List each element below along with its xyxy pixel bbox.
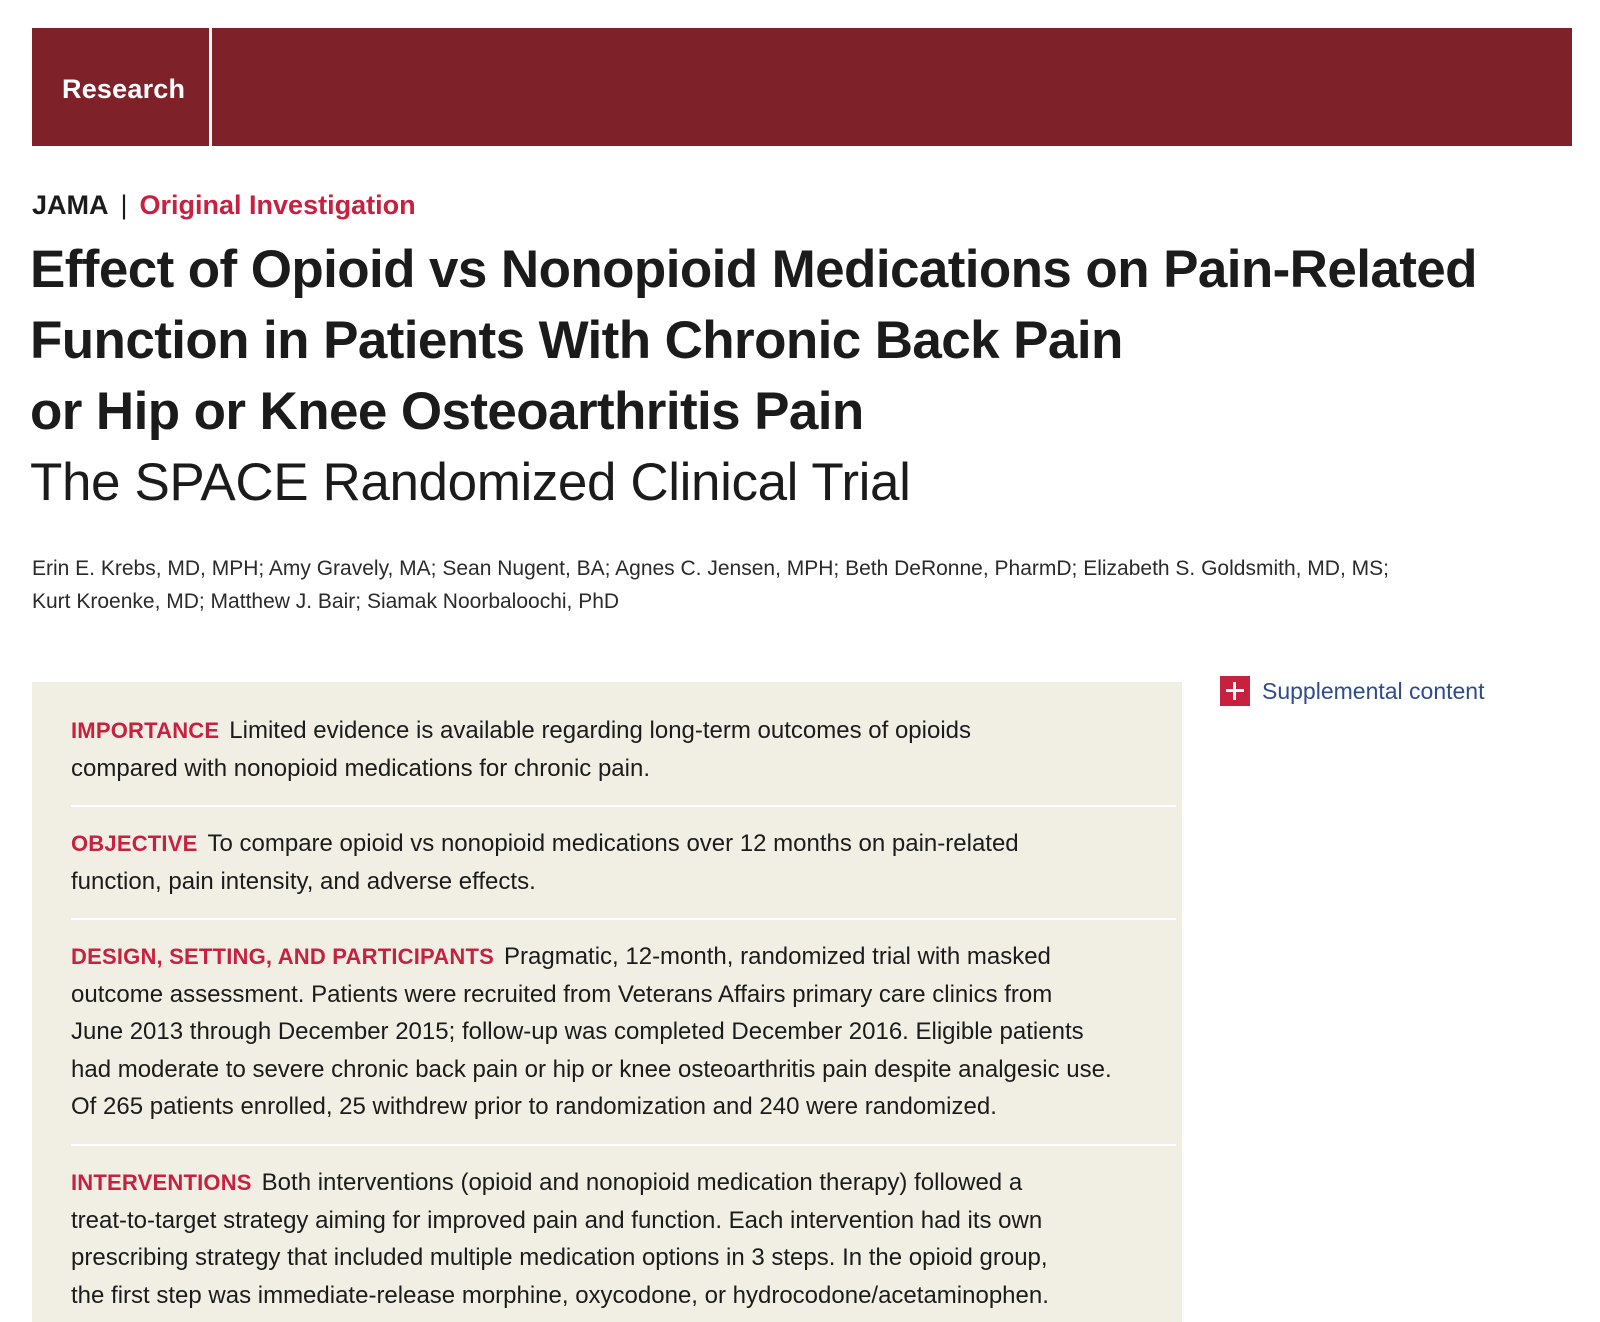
title-line: Function in Patients With Chronic Back Pain [30,311,1123,370]
journal-line [32,190,416,221]
abstract-line: function, pain intensity, and adverse effects. [71,867,536,895]
abstract-line: treat-to-target strategy aiming for improved pain and function. Each intervention had its own [71,1206,1043,1234]
abstract-objective [71,825,1176,900]
section-divider [71,805,1176,807]
abstract-text: Both interventions (opioid and nonopioid medication therapy) followed a [261,1169,1023,1196]
banner-divider [209,28,212,146]
abstract-line [71,1164,1176,1202]
title-line: or Hip or Knee Osteoarthritis Pain [30,382,864,441]
abstract-text: To compare opioid vs nonopioid medications over 12 months on pain-related [207,830,1019,857]
abstract-text: Pragmatic, 12-month, randomized trial with masked [504,943,1051,970]
article-type: Original Investigation [139,190,416,220]
supplemental-content-label[interactable]: Supplemental content [1262,677,1485,704]
article-subtitle: The SPACE Randomized Clinical Trial [30,453,911,512]
author-line: Kurt Kroenke, MD; Matthew J. Bair; Siamak Noorbaloochi, PhD [32,590,620,613]
section-divider [71,1144,1176,1146]
section-label: Research [62,74,186,104]
author-line: Erin E. Krebs, MD, MPH; Amy Gravely, MA; Sean Nugent, BA; Agnes C. Jensen, MPH; Beth DeRonne, PharmD; Elizabeth S. Goldsmith, MD, MS; [32,557,1389,580]
author-list [32,552,1542,618]
abstract-heading: INTERVENTIONS [71,1170,252,1195]
article-title [30,234,1570,518]
abstract-line [71,938,1176,976]
abstract-box [32,682,1182,1322]
section-divider [71,918,1176,920]
abstract-line: outcome assessment. Patients were recruited from Veterans Affairs primary care clinics from [71,980,1053,1008]
abstract-interventions [71,1164,1176,1314]
supplemental-content-link[interactable] [1220,676,1485,706]
journal-separator: | [120,190,128,220]
abstract-line: the first step was immediate-release morphine, oxycodone, or hydrocodone/acetaminophen. [71,1281,1049,1309]
abstract-text: Limited evidence is available regarding long-term outcomes of opioids [229,717,972,744]
abstract-line [71,712,1176,750]
abstract-line: June 2013 through December 2015; follow-up was completed December 2016. Eligible patients [71,1018,1084,1045]
abstract-line: Of 265 patients enrolled, 25 withdrew prior to randomization and 240 were randomized. [71,1093,997,1120]
abstract-heading: OBJECTIVE [71,831,198,856]
abstract-line: had moderate to severe chronic back pain or hip or knee osteoarthritis pain despite analgesic use. [71,1055,1112,1083]
abstract-line [71,825,1176,863]
title-line: Effect of Opioid vs Nonopioid Medications on Pain-Related [30,240,1477,299]
journal-name: JAMA [32,190,109,220]
abstract-line: prescribing strategy that included multiple medication options in 3 steps. In the opioid group, [71,1244,1048,1271]
abstract-line: compared with nonopioid medications for chronic pain. [71,754,650,782]
abstract-importance [71,712,1176,787]
abstract-heading: IMPORTANCE [71,718,220,743]
abstract-heading: DESIGN, SETTING, AND PARTICIPANTS [71,944,494,969]
abstract-design [71,938,1176,1126]
section-banner [32,28,1572,146]
plus-box-icon [1220,676,1250,706]
